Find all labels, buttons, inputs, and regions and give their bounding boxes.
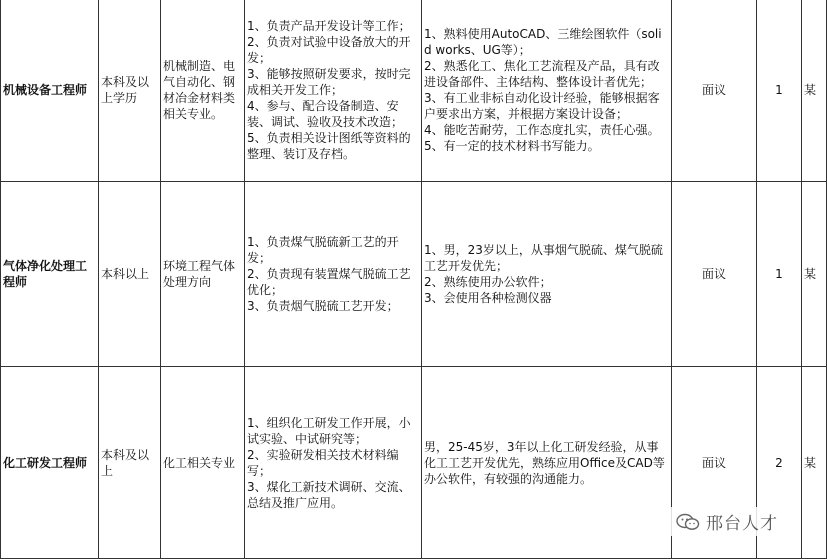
- table-row: [1, 182, 827, 367]
- education-cell: 本科以上: [99, 182, 161, 367]
- extra-cell: 某: [802, 367, 827, 559]
- requirement-line: 3、会使用各种检测仪器: [424, 291, 552, 305]
- watermark: [670, 507, 784, 536]
- duty-line: 1、负责产品开发设计等工作；: [247, 19, 411, 33]
- duty-line: 2、实验研发相关技术材料编写；: [247, 447, 399, 478]
- job-title: 化工研发工程师: [1, 367, 99, 559]
- requirement-line: 2、熟悉化工、焦化工艺流程及产品，具有改进设备部件、主体结构、整体设计者优先；: [424, 59, 660, 89]
- major-cell: 机械制造、电气自动化、钢材冶金材料类相关专业。: [161, 0, 245, 182]
- duties-cell: [245, 367, 422, 559]
- major-cell: 化工相关专业: [161, 367, 245, 559]
- requirements-cell: [422, 182, 672, 367]
- requirement-line: 3、有工业非标自动化设计经验，能够根据客户要求出方案，并根据方案设计设备；: [424, 91, 660, 121]
- headcount-cell: 2: [757, 367, 802, 559]
- requirement-line: 1、男，23岁以上，从事烟气脱硫、煤气脱硫工艺开发优先；: [424, 243, 663, 273]
- duty-line: 3、能够按照研发要求，按时完成相关开发工作；: [247, 67, 411, 97]
- education-cell: 本科及以上: [99, 367, 161, 559]
- salary-cell: 面议: [672, 0, 757, 182]
- requirement-line: 1、熟料使用AutoCAD、三维绘图软件（solid works、UG等）；: [424, 27, 662, 57]
- duty-line: 3、负责烟气脱硫工艺开发；: [247, 299, 399, 313]
- headcount-cell: 1: [757, 182, 802, 367]
- extra-cell: 某: [802, 0, 827, 182]
- headcount-cell: 1: [757, 0, 802, 182]
- requirement-line: 2、熟练使用办公软件；: [424, 275, 552, 289]
- duty-line: 1、负责煤气脱硫新工艺的开发；: [247, 235, 399, 265]
- job-title: 气体净化处理工程师: [1, 182, 99, 367]
- duty-line: 2、负责现有装置煤气脱硫工艺优化；: [247, 267, 411, 297]
- requirements-cell: [422, 0, 672, 182]
- table-row: [1, 0, 827, 182]
- requirement-line: 5、有一定的技术材料书写能力。: [424, 139, 600, 153]
- duty-line: 2、负责对试验中设备放大的开发；: [247, 35, 411, 65]
- job-title: 机械设备工程师: [1, 0, 99, 182]
- wechat-icon: [676, 513, 700, 531]
- requirement-line: 4、能吃苦耐劳，工作态度扎实，责任心强。: [424, 123, 660, 137]
- duties-cell: [245, 182, 422, 367]
- requirement-line: 男，25-45岁，3年以上化工研发经验，从事化工工艺开发优先，熟练应用Office及CAD等办公软件，有较强的沟通能力。: [424, 439, 665, 486]
- duty-line: 3、煤化工新技术调研、交流、总结及推广应用。: [247, 479, 411, 510]
- salary-cell: 面议: [672, 367, 757, 559]
- extra-cell: 某: [802, 182, 827, 367]
- duty-line: 5、负责相关设计图纸等资料的整理、装订及存档。: [247, 131, 411, 161]
- education-cell: 本科及以上学历: [99, 0, 161, 182]
- duties-cell: [245, 0, 422, 182]
- salary-cell: 面议: [672, 182, 757, 367]
- watermark-text: 邢台人才: [706, 514, 778, 534]
- duty-line: 4、参与、配合设备制造、安装、调试、验收及技术改造；: [247, 99, 404, 129]
- major-cell: 环境工程气体处理方向: [161, 182, 245, 367]
- requirements-cell: [422, 367, 672, 559]
- duty-line: 1、组织化工研发工作开展，小试实验、中试研究等；: [247, 415, 411, 446]
